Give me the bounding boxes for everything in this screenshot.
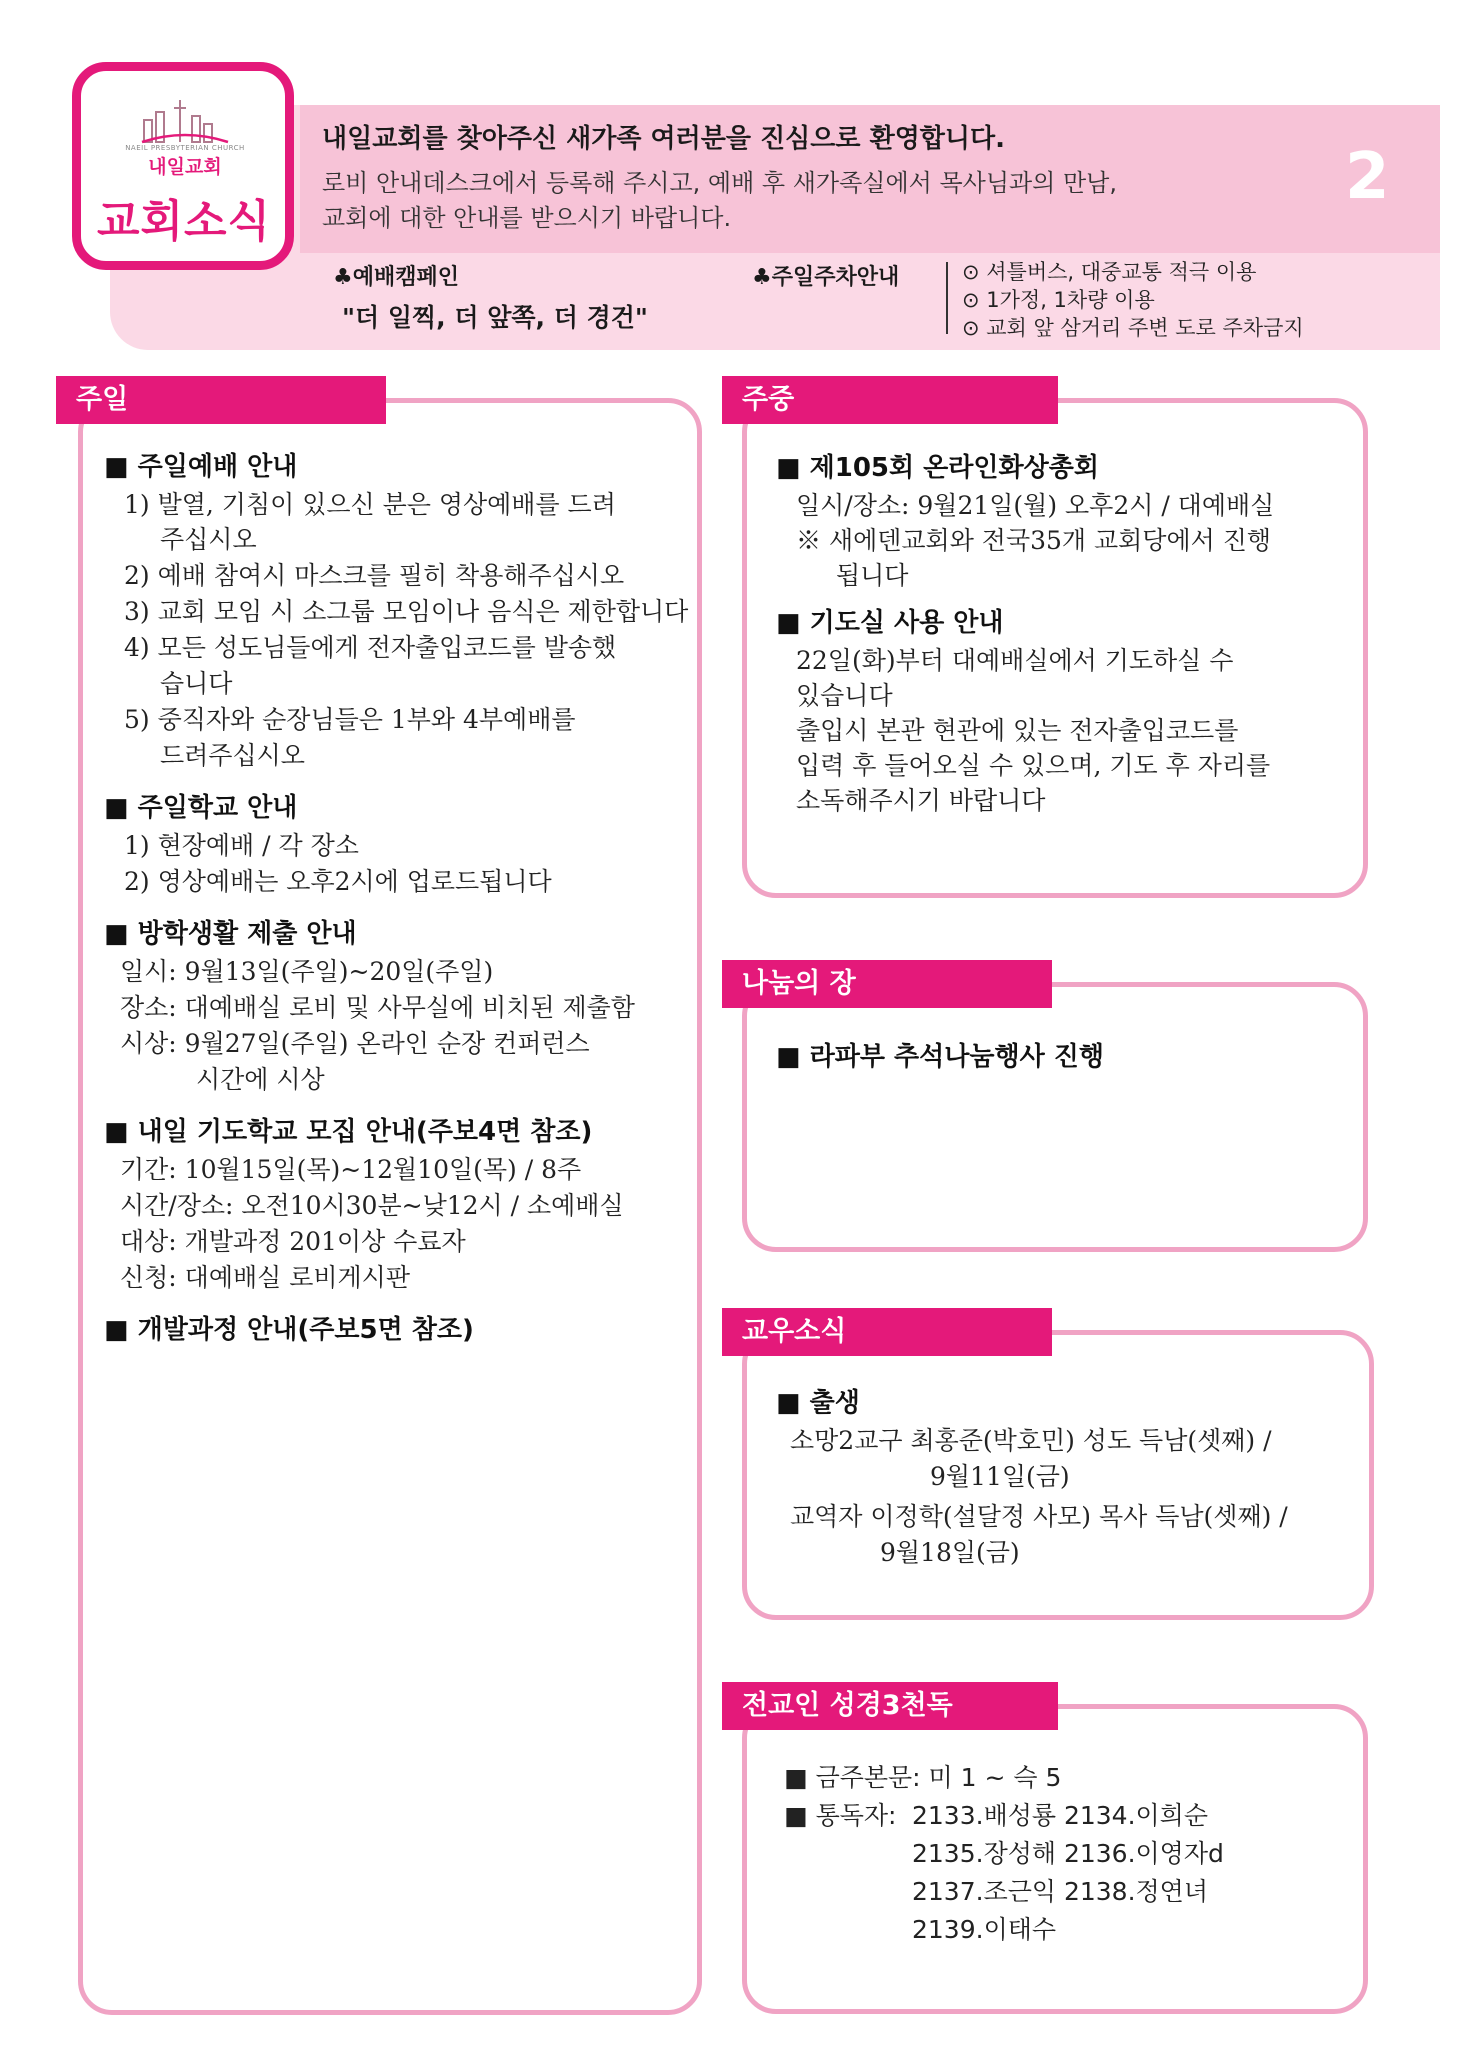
prayer-school-line: 신청: 대예배실 로비게시판 xyxy=(120,1263,410,1292)
prayer-room-heading: ■ 기도실 사용 안내 xyxy=(776,608,1004,638)
parking-item: ⊙ 1가정, 1차량 이용 xyxy=(962,288,1155,312)
prayer-room-line: 입력 후 들어오실 수 있으며, 기도 후 자리를 xyxy=(796,751,1271,780)
reader-line: 2139.이태수 xyxy=(912,1915,1057,1944)
logo-name: 내일교회 xyxy=(148,156,222,178)
welcome-title: 내일교회를 찾아주신 새가족 여러분을 진심으로 환영합니다. xyxy=(322,124,1006,154)
bible-passage: ■ 금주본문: 미 1 ~ 슥 5 xyxy=(784,1763,1062,1792)
school-line: 2) 영상예배는 오후2시에 업로드됩니다 xyxy=(124,867,552,896)
prayer-school-heading: ■ 내일 기도학교 모집 안내(주보4면 참조) xyxy=(104,1117,593,1147)
vacation-line: 시상: 9월27일(주일) 온라인 순장 컨퍼런스 xyxy=(120,1029,590,1058)
section-title: 교회소식 xyxy=(96,196,271,247)
prayer-school-line: 기간: 10월15일(목)~12월10일(목) / 8주 xyxy=(120,1155,582,1184)
development-heading: ■ 개발과정 안내(주보5면 참조) xyxy=(104,1315,474,1345)
birth-heading: ■ 출생 xyxy=(776,1388,860,1418)
weekday-tab: 주중 xyxy=(722,376,1058,424)
prayer-room-line: 소독해주시기 바랍니다 xyxy=(796,786,1046,815)
birth-line: 9월18일(금) xyxy=(880,1538,1020,1567)
prayer-room-line: 있습니다 xyxy=(796,681,893,710)
sharing-heading: ■ 라파부 추석나눔행사 진행 xyxy=(776,1042,1104,1072)
parking-divider xyxy=(946,262,948,334)
parking-label: ♣주일주차안내 xyxy=(752,265,900,290)
worship-line: 드려주십시오 xyxy=(160,741,305,770)
vacation-line: 시간에 시상 xyxy=(196,1065,325,1094)
worship-line: 4) 모든 성도님들에게 전자출입코드를 발송했 xyxy=(124,633,617,662)
prayer-school-line: 시간/장소: 오전10시30분~낮12시 / 소예배실 xyxy=(120,1191,624,1220)
church-logo-icon xyxy=(140,98,230,144)
vacation-line: 장소: 대예배실 로비 및 사무실에 비치된 제출함 xyxy=(120,993,635,1022)
campaign-label: ♣예배캠페인 xyxy=(333,265,459,290)
logo-subtitle: NAEIL PRESBYTERIAN CHURCH xyxy=(125,144,245,152)
prayer-room-line: 22일(화)부터 대예배실에서 기도하실 수 xyxy=(796,646,1234,675)
sharing-tab: 나눔의 장 xyxy=(722,960,1052,1008)
assembly-line: 됩니다 xyxy=(836,561,909,590)
assembly-line: 일시/장소: 9월21일(월) 오후2시 / 대예배실 xyxy=(796,491,1275,520)
worship-line: 1) 발열, 기침이 있으신 분은 영상예배를 드려 xyxy=(124,490,616,519)
reader-line: 2137.조근익 2138.정연녀 xyxy=(912,1877,1208,1906)
school-heading: ■ 주일학교 안내 xyxy=(104,793,298,823)
worship-heading: ■ 주일예배 안내 xyxy=(104,452,298,482)
bible-tab: 전교인 성경3천독 xyxy=(722,1682,1058,1730)
parking-item: ⊙ 교회 앞 삼거리 주변 도로 주차금지 xyxy=(962,316,1304,340)
school-line: 1) 현장예배 / 각 장소 xyxy=(124,831,359,860)
vacation-line: 일시: 9월13일(주일)~20일(주일) xyxy=(120,957,494,986)
birth-line: 9월11일(금) xyxy=(930,1462,1070,1491)
reader-line: 2135.장성해 2136.이영자d xyxy=(912,1839,1224,1868)
worship-line: 2) 예배 참여시 마스크를 필히 착용해주십시오 xyxy=(124,561,625,590)
prayer-room-line: 출입시 본관 현관에 있는 전자출입코드를 xyxy=(796,716,1239,745)
assembly-heading: ■ 제105회 온라인화상총회 xyxy=(776,453,1099,483)
worship-line: 5) 중직자와 순장님들은 1부와 4부예배를 xyxy=(124,705,576,734)
sunday-tab: 주일 xyxy=(56,376,386,424)
sharing-section-box xyxy=(742,982,1368,1252)
assembly-line: ※ 새에덴교회와 전국35개 교회당에서 진행 xyxy=(796,526,1272,555)
birth-line: 소망2교구 최홍준(박호민) 성도 득남(셋째) / xyxy=(790,1426,1272,1455)
readers-label: ■ 통독자: xyxy=(784,1801,897,1830)
worship-line: 주십시오 xyxy=(160,525,257,554)
prayer-school-line: 대상: 개발과정 201이상 수료자 xyxy=(120,1227,466,1256)
reader-line: 2133.배성룡 2134.이희순 xyxy=(912,1801,1208,1830)
welcome-line: 교회에 대한 안내를 받으시기 바랍니다. xyxy=(322,204,732,232)
birth-line: 교역자 이정학(설달정 사모) 목사 득남(셋째) / xyxy=(790,1502,1288,1531)
members-tab: 교우소식 xyxy=(722,1308,1052,1356)
worship-line: 3) 교회 모임 시 소그룹 모임이나 음식은 제한합니다 xyxy=(124,597,689,626)
vacation-heading: ■ 방학생활 제출 안내 xyxy=(104,919,357,949)
page-number: 2 xyxy=(1345,140,1390,214)
welcome-line: 로비 안내데스크에서 등록해 주시고, 예배 후 새가족실에서 목사님과의 만남, xyxy=(322,169,1117,197)
parking-item: ⊙ 셔틀버스, 대중교통 적극 이용 xyxy=(962,260,1257,284)
worship-line: 습니다 xyxy=(160,669,233,698)
campaign-slogan: "더 일찍, 더 앞쪽, 더 경건" xyxy=(342,303,648,332)
